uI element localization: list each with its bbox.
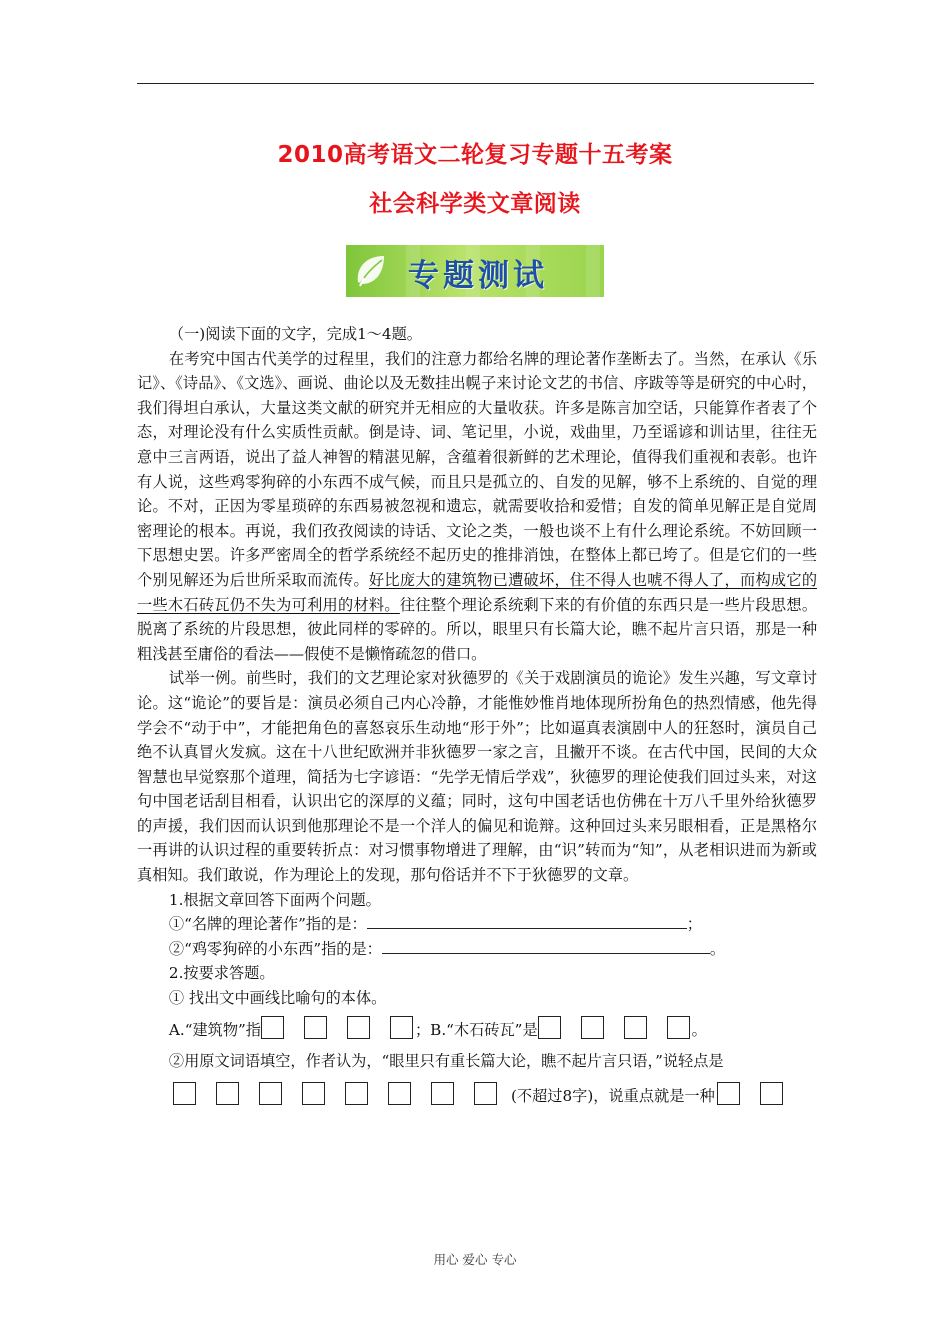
question-1-1-label: ①“名牌的理论著作”指的是： xyxy=(168,915,367,934)
answer-line-1[interactable] xyxy=(367,913,687,929)
question-2-2-answer xyxy=(137,1081,817,1111)
question-1-1-end: ； xyxy=(686,915,702,934)
question-1-2 xyxy=(137,937,817,962)
part-a-label: A.“建筑物”指 xyxy=(168,1020,261,1039)
topic-test-banner xyxy=(346,245,604,297)
part-b-label: ；B.“木石砖瓦”是 xyxy=(414,1020,538,1039)
answer-box[interactable] xyxy=(667,1016,690,1039)
page-title: 2010高考语文二轮复习专题十五考案 xyxy=(277,142,673,168)
answer-line-2[interactable] xyxy=(382,938,710,954)
question-2-2-mid: (不超过8字)，说重点就是一种 xyxy=(511,1087,715,1106)
answer-box[interactable] xyxy=(345,1082,368,1105)
answer-box[interactable] xyxy=(538,1016,561,1039)
answer-box[interactable] xyxy=(173,1082,196,1105)
answer-box[interactable] xyxy=(304,1016,327,1039)
question-2-1: ① 找出文中画线比喻句的本体。 xyxy=(168,989,387,1008)
answer-box[interactable] xyxy=(717,1082,740,1105)
page-footer: 用心 爱心 专心 xyxy=(433,1252,517,1267)
answer-box[interactable] xyxy=(261,1016,284,1039)
question-1-2-label: ②“鸡零狗碎的小东西”指的是： xyxy=(168,939,382,958)
question-2-2: ②用原文词语填空，作者认为，“眼里只有重长篇大论，瞧不起片言只语，”说轻点是 xyxy=(168,1051,724,1070)
top-rule xyxy=(137,83,814,84)
answer-box[interactable] xyxy=(760,1082,783,1105)
answer-box[interactable] xyxy=(390,1016,413,1039)
answer-box[interactable] xyxy=(624,1016,647,1039)
question-2: 2.按要求答题。 xyxy=(168,964,275,983)
paragraph-1-text-a: 在考究中国古代美学的过程里，我们的注意力都给名牌的理论著作垄断去了。当然，在承认《乐记》、《诗品》、《文选》、画说、曲论以及无数挂出幌子来讨论文艺的书信、序跋等等是研究的中心时，我们得坦白承认，大量这类文献的研究并无相应的大量收获。许多是陈言加空话，只能算作者表了个态，对理论没有什么实质性贡献。倒是诗、词、笔记里，小说，戏曲里，乃至谣谚和训诂里，往往无意中三言两语，说出了益人神智的精湛见解，含蕴着很新鲜的艺术理论，值得我们重视和表彰。也许有人说，这些鸡零狗碎的小东西不成气候，而且只是孤立的、自发的见解，够不上系统的、自觉的理论。不对，正因为零星琐碎的东西易被忽视和遗忘，就需要收拾和爱惜；自发的简单见解正是自觉周密理论的根本。再说，我们孜孜阅读的诗话、文论之类，一般也谈不上有什么理论系统。不妨回顾一下思想史罢。许多严密周全的哲学系统经不起历史的推排消蚀，在整体上都已垮了。但是它们的一些个别见解还为后世所采取而流传。 xyxy=(137,349,817,589)
answer-box[interactable] xyxy=(216,1082,239,1105)
answer-box[interactable] xyxy=(474,1082,497,1105)
question-2-1-answer xyxy=(137,1015,817,1045)
question-1: 1.根据文章回答下面两个问题。 xyxy=(168,890,381,909)
underlined-metaphor: 好比庞大的建筑物已遭破坏，住不得人也唬不得人了，而构成它的一些木石砖瓦仍不失为可利用的材料。 xyxy=(137,570,818,614)
part-end: 。 xyxy=(691,1020,707,1039)
passage-paragraph-2: 试举一例。前些时，我们的文艺理论家对狄德罗的《关于戏剧演员的诡论》发生兴趣，写文章讨论。这“诡论”的要旨是：演员必须自己内心冷静，才能惟妙惟肖地体现所扮角色的热烈情感，他先得学会不“动于中”，才能把角色的喜怒哀乐生动地“形于外”；比如逼真表演剧中人的狂怒时，演员自己绝不认真冒火发疯。这在十八世纪欧洲并非狄德罗一家之言，且撇开不谈。在古代中国，民间的大众智慧也早觉察那个道理，简括为七字谚语：“先学无情后学戏”，狄德罗的理论使我们回过头来，对这句中国老话刮目相看，认识出它的深厚的义蕴；同时，这句中国老话也仿佛在十万八千里外给狄德罗的声援，我们因而认识到他那理论不是一个洋人的偏见和诡辩。这种回过头来另眼相看，正是黑格尔一再讲的认识过程的重要转折点：对习惯事物增进了理解，由“识”转而为“知”，从老相识进而为新或真相知。我们敢说，作为理论上的发现，那句俗话并不下于狄德罗的文章。 xyxy=(137,669,817,885)
question-1-1 xyxy=(137,912,817,937)
answer-box[interactable] xyxy=(347,1016,370,1039)
leaf-icon xyxy=(354,252,388,290)
passage-paragraph-1 xyxy=(137,347,817,667)
answer-box[interactable] xyxy=(259,1082,282,1105)
paragraph-1-text-b: 往往整个理论系统剩下来的有价值的东西只是一些片段思想。脱离了系统的片段思想，彼此同样的零碎的。所以，眼里只有长篇大论，瞧不起片言只语，那是一种粗浅甚至庸俗的看法——假使不是懒惰疏忽的借口。 xyxy=(137,595,818,663)
question-1-2-end: 。 xyxy=(709,939,726,958)
answer-box[interactable] xyxy=(431,1082,454,1105)
page-subtitle: 社会科学类文章阅读 xyxy=(369,191,581,217)
document-body xyxy=(137,322,817,1111)
answer-box[interactable] xyxy=(302,1082,325,1105)
passage-intro: （一)阅读下面的文字，完成1～4题。 xyxy=(168,325,422,343)
answer-box[interactable] xyxy=(581,1016,604,1039)
answer-box[interactable] xyxy=(388,1082,411,1105)
banner-text: 专题测试 xyxy=(408,258,548,294)
